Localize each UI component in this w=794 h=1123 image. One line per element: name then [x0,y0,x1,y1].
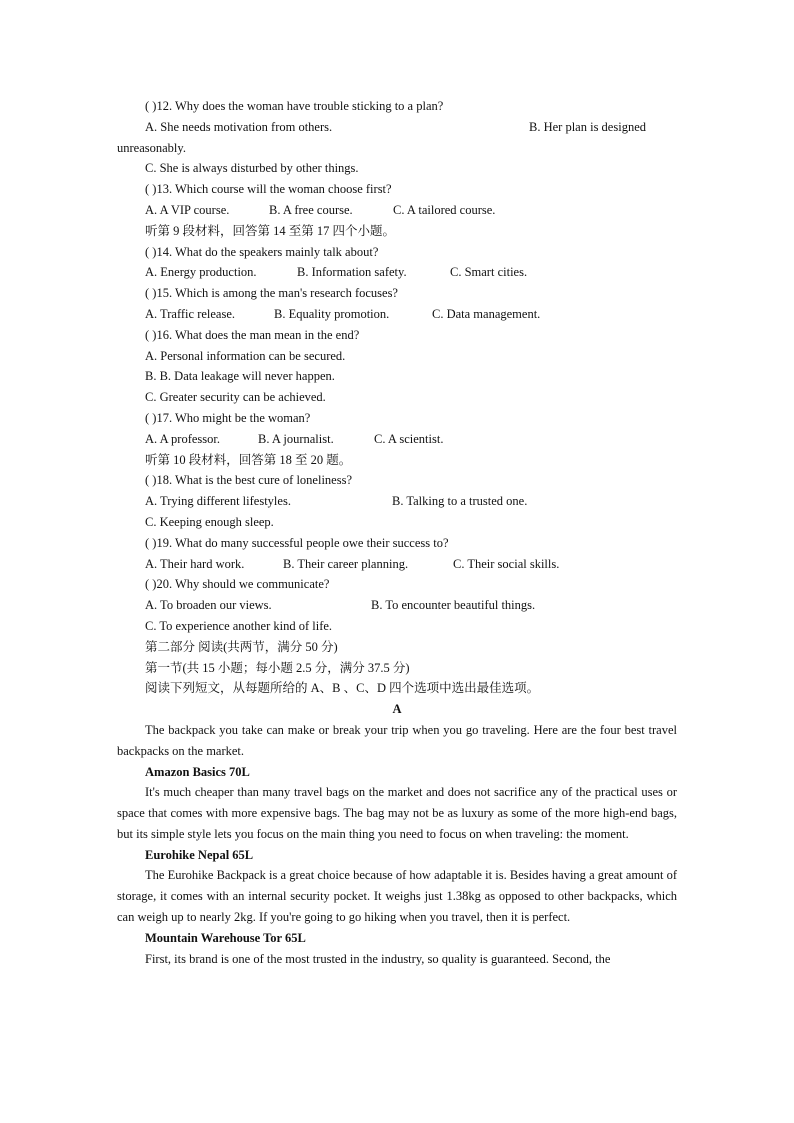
q12-option-b-continued: unreasonably. [117,140,186,155]
q14-option-b: B. Information safety. [297,265,407,280]
q12-option-c: C. She is always disturbed by other things. [145,161,359,176]
question-15: ( )15. Which is among the man's research focuses? [145,286,398,301]
q15-options [117,304,677,325]
section-9-instruction: 听第 9 段材料，回答第 14 至第 17 四个小题。 [145,223,396,238]
q17-options [117,429,677,450]
q17-option-c: C. A scientist. [374,431,444,446]
item-1-name: Amazon Basics 70L [145,764,250,779]
q18-option-c: C. Keeping enough sleep. [145,514,274,529]
q19-option-a: A. Their hard work. [145,556,245,571]
q20-option-b: B. To encounter beautiful things. [371,598,536,613]
q13-option-c: C. A tailored course. [393,202,496,217]
q20-option-a: A. To broaden our views. [145,598,272,613]
item-3-text: First, its brand is one of the most trusted in the industry, so quality is guaranteed. Second, the [145,951,611,966]
q20-option-c: C. To experience another kind of life. [145,618,333,633]
question-12: ( )12. Why does the woman have trouble sticking to a plan? [145,99,444,113]
q12-option-a: A. She needs motivation from others. [145,119,333,134]
passage-label: A [392,702,402,717]
item-2-name: Eurohike Nepal 65L [145,847,254,862]
reading-part-title: 第二部分 阅读(共两节，满分 50 分) [145,639,338,654]
q17-option-b: B. A journalist. [258,431,334,446]
question-19: ( )19. What do many successful people owe their success to? [145,535,449,550]
q18-option-b: B. Talking to a trusted one. [392,494,528,509]
q15-option-c: C. Data management. [432,306,541,321]
passage-intro: The backpack you take can make or break your trip when you go traveling. Here are the four best travel backpacks on the market. [117,722,677,758]
q14-options [117,262,677,283]
q20-options [117,595,677,616]
q16-option-b: B. B. Data leakage will never happen. [145,369,335,384]
q18-option-a: A. Trying different lifestyles. [145,494,291,509]
q17-option-a: A. A professor. [145,431,220,446]
item-1-text: It's much cheaper than many travel bags on the market and does not sacrifice any of the practical uses or space that comes with more expensive bags. The bag may not be as luxury as some of the more high-end bags, but its simple style lets you focus on the main thing you need to focus on when traveling: the moment. [117,785,677,841]
q16-option-a: A. Personal information can be secured. [145,348,346,363]
q13-option-b: B. A free course. [269,202,353,217]
question-14: ( )14. What do the speakers mainly talk about? [145,244,379,259]
q19-option-b: B. Their career planning. [283,556,409,571]
q15-option-a: A. Traffic release. [145,306,236,321]
q18-options [117,491,677,512]
q14-option-a: A. Energy production. [145,265,257,280]
question-12-option-a-b [117,117,677,138]
section-10-instruction: 听第 10 段材料，回答第 18 至 20 题。 [145,452,352,467]
q14-option-c: C. Smart cities. [450,265,528,280]
question-18: ( )18. What is the best cure of loneliness? [145,473,353,488]
reading-section-title: 第一节(共 15 小题；每小题 2.5 分，满分 37.5 分) [145,660,410,675]
q19-options [117,554,677,575]
q19-option-c: C. Their social skills. [453,556,560,571]
page-content [117,96,677,969]
question-20: ( )20. Why should we communicate? [145,577,330,592]
reading-instruction: 阅读下列短文，从每题所给的 A、B 、C、D 四个选项中选出最佳选项。 [145,681,540,696]
question-13: ( )13. Which course will the woman choose first? [145,182,392,197]
question-17: ( )17. Who might be the woman? [145,410,311,425]
item-3-name: Mountain Warehouse Tor 65L [145,930,306,945]
question-16: ( )16. What does the man mean in the end? [145,327,360,342]
q15-option-b: B. Equality promotion. [274,306,390,321]
q16-option-c: C. Greater security can be achieved. [145,390,326,405]
q13-option-a: A. A VIP course. [145,202,230,217]
item-2-text: The Eurohike Backpack is a great choice because of how adaptable it is. Besides having a great amount of storage, it comes with an internal security pocket. It weighs just 1.38kg as opposed to other backpacks, which can weigh up to nearly 2kg. If you're going to go hiking when you travel, then it is perfect. [117,868,677,925]
q13-options [117,200,677,221]
q12-option-b: B. Her plan is designed [529,119,646,134]
